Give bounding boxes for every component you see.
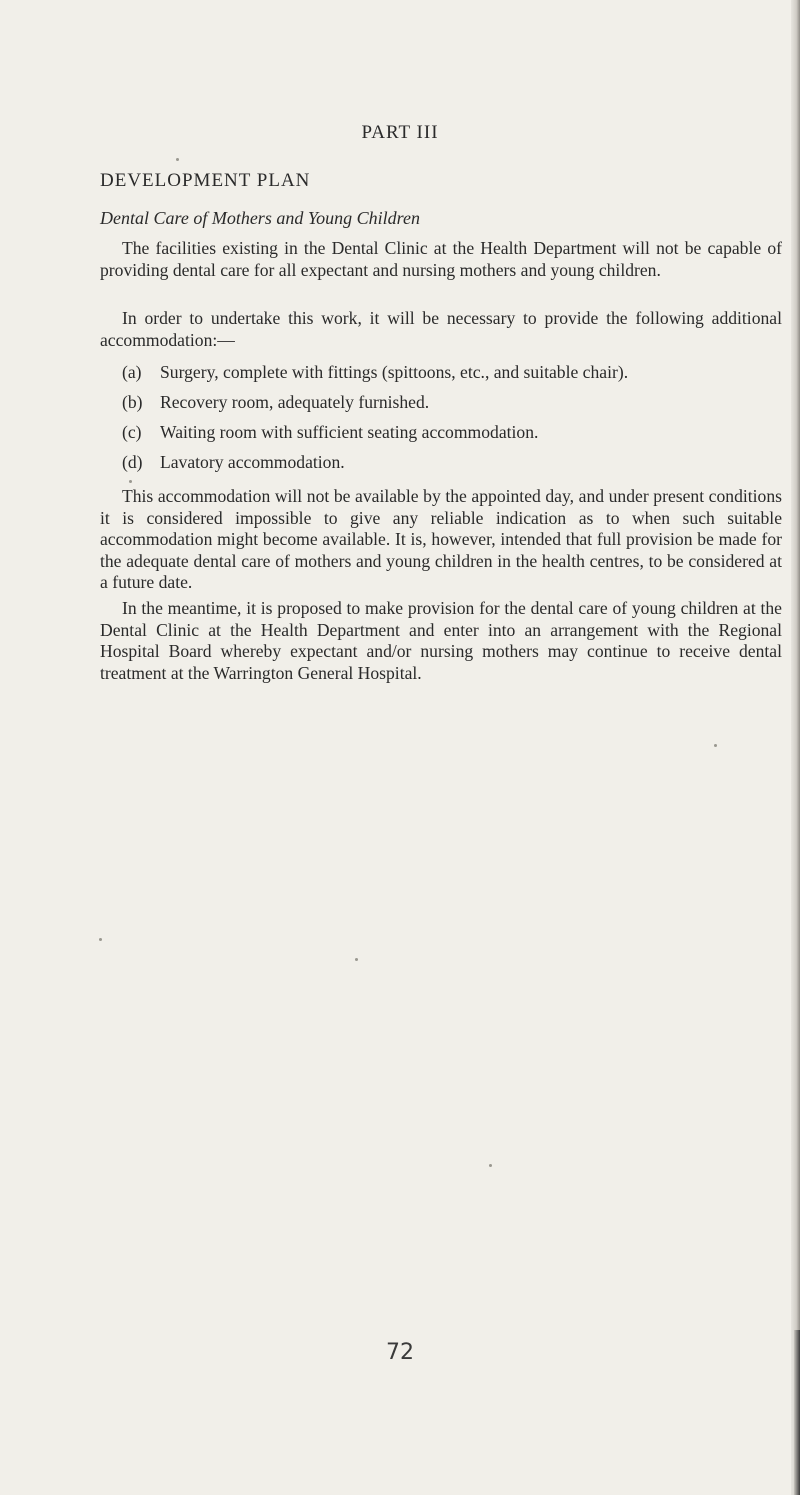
list-marker: (b) xyxy=(122,392,143,412)
list-item-text: Waiting room with sufficient seating accommodation. xyxy=(160,422,539,442)
sub-title: Dental Care of Mothers and Young Children xyxy=(100,208,421,228)
paper-speck xyxy=(99,938,102,941)
paragraph-availability: This accommodation will not be available by the appointed day, and under present conditions it is considered impossible to give any reliable indication as to when such suitable accommodation might become available. It is, however, intended that full provision be made for the adequate dental care of mothers and young children in the health centres, to be considered at a future date. xyxy=(100,486,782,592)
paper-speck xyxy=(355,958,358,961)
list-item-text: Surgery, complete with fittings (spittoons, etc., and suitable chair). xyxy=(160,362,629,382)
paragraph-facilities: The facilities existing in the Dental Clinic at the Health Department will not be capable of providing dental care for all expectant and nursing mothers and young children. xyxy=(100,238,782,280)
list-item xyxy=(122,362,628,384)
page-edge-shadow xyxy=(791,0,800,1495)
list-marker: (a) xyxy=(122,362,142,382)
list-marker: (c) xyxy=(122,422,142,442)
paper-speck xyxy=(129,480,132,483)
paper-speck xyxy=(176,158,179,161)
paper-speck xyxy=(714,744,717,747)
list-item xyxy=(122,422,538,444)
list-item xyxy=(122,452,345,474)
list-item-text: Lavatory accommodation. xyxy=(160,452,345,472)
section-title: DEVELOPMENT PLAN xyxy=(100,170,311,191)
list-marker: (d) xyxy=(122,452,143,472)
list-item xyxy=(122,392,429,414)
page-number: 72 xyxy=(386,1340,414,1365)
paragraph-additional-accommodation: In order to undertake this work, it will be necessary to provide the following additional accommodation:— xyxy=(100,308,782,350)
paragraph-meantime: In the meantime, it is proposed to make provision for the dental care of young children at the Dental Clinic at the Health Department and enter into an arrangement with the Regional Hospital Board whereby expectant and/or nursing mothers may continue to receive dental treatment at the Warrington General Hospital. xyxy=(100,598,782,683)
part-title: PART III xyxy=(361,122,439,143)
paper-speck xyxy=(489,1164,492,1167)
list-item-text: Recovery room, adequately furnished. xyxy=(160,392,430,412)
